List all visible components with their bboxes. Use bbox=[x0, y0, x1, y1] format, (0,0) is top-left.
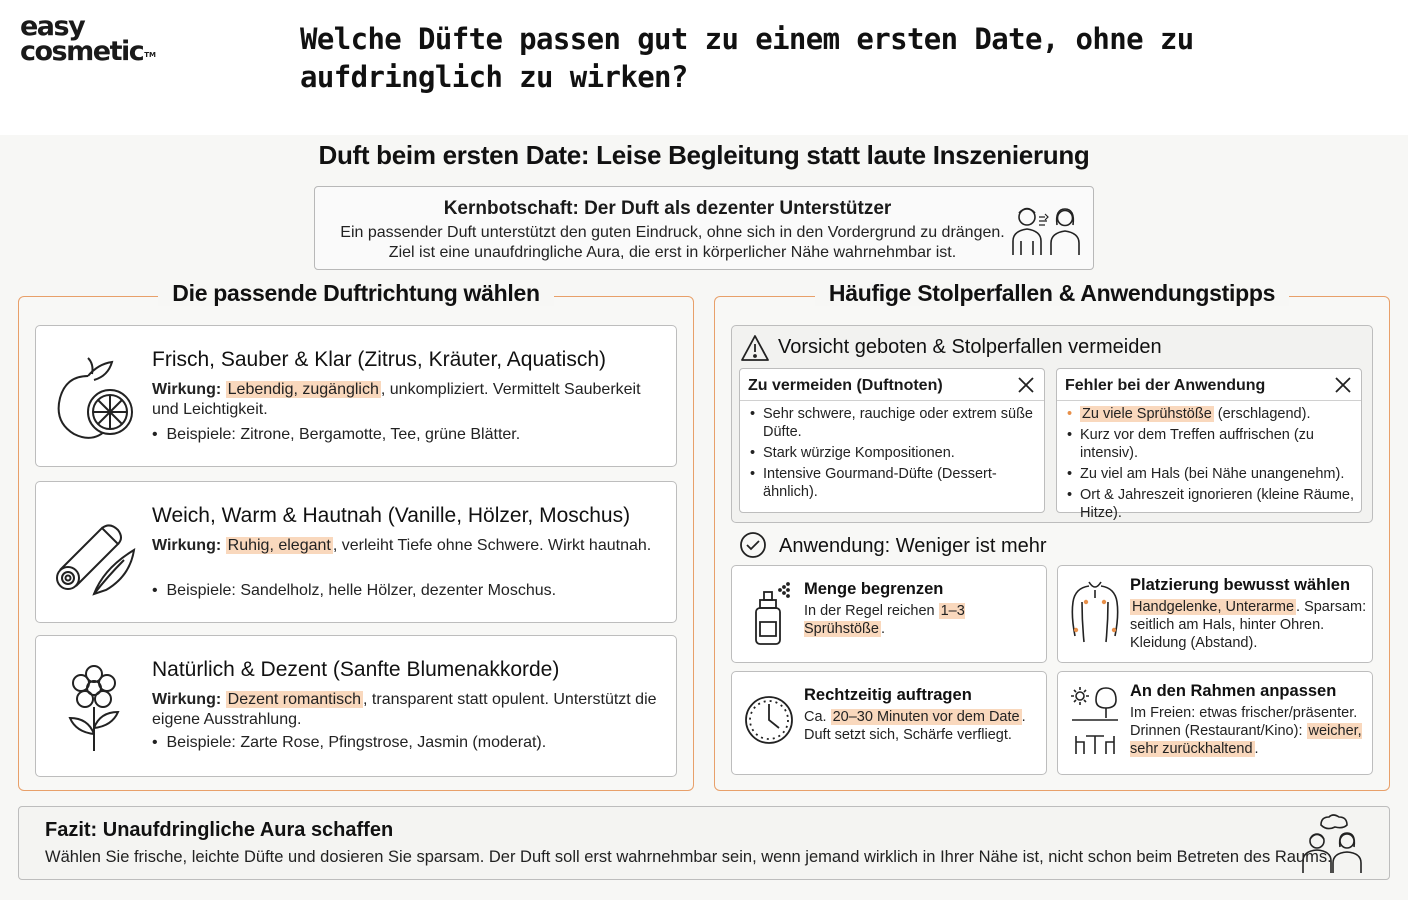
tip-text: Im Freien: etwas frischer/präsenter. Drinnen (Restaurant/Kino): bbox=[1130, 705, 1358, 739]
tip-text: In der Regel reichen bbox=[804, 603, 939, 619]
tip-highlight: weicher, sehr zurückhaltend bbox=[1130, 723, 1362, 757]
core-message-title: Kernbotschaft: Der Duft als dezenter Unterstützer bbox=[443, 198, 892, 219]
flower-icon bbox=[52, 662, 136, 752]
effect-text: , unkompliziert. Vermittelt Sauberkeit und Leichtigkeit. bbox=[152, 381, 641, 418]
conclusion-text: Wählen Sie frische, leichte Düfte und dosieren Sie sparsam. Der Duft soll erst wahrnehmbar sein, wenn jemand wirklich in Ihrer Nähe ist, nicht schon beim Betreten des Raums. bbox=[45, 848, 1332, 866]
list-item: • Stark würzige Kompositionen. bbox=[748, 444, 1044, 462]
tip-amount-text bbox=[804, 602, 1042, 638]
clock-icon bbox=[744, 692, 794, 748]
effect-text: , verleiht Tiefe ohne Schwere. Wirkt hautnah. bbox=[332, 537, 652, 554]
tip-card-timing bbox=[731, 671, 1047, 775]
wood-feather-icon bbox=[52, 508, 136, 598]
tip-highlight: 20–30 Minuten vor dem Date bbox=[832, 709, 1020, 725]
question-heading: Welche Düfte passen gut zu einem ersten Date, ohne zu aufdringlich zu wirken? bbox=[300, 22, 1194, 94]
scent-card-warm-title: Weich, Warm & Hautnah (Vanille, Hölzer, Moschus) bbox=[152, 504, 631, 527]
brand-line2: cosmetic bbox=[20, 36, 144, 67]
tip-highlight: Handgelenke, Unterarme bbox=[1132, 599, 1295, 615]
tip-text: . Sparsam: seitlich am Hals, hinter Ohren. Kleidung (Abstand). bbox=[1130, 599, 1367, 651]
effect-highlight: Ruhig, elegant bbox=[227, 537, 331, 554]
tip-card-placement bbox=[1057, 565, 1373, 663]
tip-text: . bbox=[1254, 741, 1259, 757]
list-item: • Kurz vor dem Treffen auffrischen (zu intensiv). bbox=[1065, 426, 1361, 462]
application-errors-list bbox=[1065, 405, 1361, 525]
list-item: • Intensive Gourmand-Düfte (Dessert-ähnlich). bbox=[748, 465, 1044, 501]
effect-label: Wirkung: bbox=[152, 537, 222, 554]
scent-card-fresh bbox=[35, 325, 677, 467]
couple-cloud-icon bbox=[1299, 813, 1365, 875]
spray-bottle-icon bbox=[744, 582, 794, 646]
core-message-text bbox=[325, 223, 1020, 263]
body-points-icon bbox=[1070, 580, 1120, 644]
pitfalls-panel bbox=[714, 280, 1390, 791]
scent-direction-title: Die passende Duftrichtung wählen bbox=[158, 280, 553, 306]
close-x-icon bbox=[1016, 375, 1036, 395]
tip-placement-title: Platzierung bewusst wählen bbox=[1130, 576, 1351, 594]
scent-card-warm bbox=[35, 481, 677, 623]
scent-card-floral-effect bbox=[152, 690, 662, 730]
avoid-notes-title: Zu vermeiden (Duftnoten) bbox=[748, 377, 943, 394]
list-item: • Zu viel am Hals (bei Nähe unangenehm). bbox=[1065, 465, 1361, 483]
conclusion-title: Fazit: Unaufdringliche Aura schaffen bbox=[45, 819, 394, 841]
examples-text: Beispiele: Zitrone, Bergamotte, Tee, grüne Blätter. bbox=[166, 426, 521, 443]
tip-amount-title: Menge begrenzen bbox=[804, 580, 944, 598]
couple-icon bbox=[1009, 203, 1083, 257]
brand-tm: TM bbox=[144, 51, 156, 59]
tip-card-amount bbox=[731, 565, 1047, 663]
scent-card-fresh-examples: • Beispiele: Zitrone, Bergamotte, Tee, grüne Blätter. bbox=[152, 426, 521, 443]
tip-text: . bbox=[880, 621, 885, 637]
citrus-icon bbox=[52, 352, 136, 442]
brand-logo bbox=[20, 11, 156, 67]
list-item: • Sehr schwere, rauchige oder extrem süße Düfte. bbox=[748, 405, 1044, 441]
conclusion-box bbox=[18, 806, 1390, 880]
list-item: • Ort & Jahreszeit ignorieren (kleine Räume, Hitze). bbox=[1065, 486, 1361, 522]
warning-title: Vorsicht geboten & Stolperfallen vermeiden bbox=[778, 336, 1162, 358]
tip-card-context bbox=[1057, 671, 1373, 775]
effect-highlight: Lebendig, zugänglich bbox=[227, 381, 379, 398]
tip-placement-text bbox=[1130, 598, 1368, 652]
tip-timing-title: Rechtzeitig auftragen bbox=[804, 686, 972, 704]
warning-section bbox=[731, 325, 1373, 523]
scent-card-floral-title: Natürlich & Dezent (Sanfte Blumenakkorde) bbox=[152, 658, 560, 681]
checkmark-circle-icon bbox=[739, 531, 767, 559]
tip-context-text bbox=[1130, 704, 1368, 758]
warning-triangle-icon bbox=[740, 334, 770, 362]
scent-card-warm-examples: • Beispiele: Sandelholz, helle Hölzer, dezenter Moschus. bbox=[152, 582, 557, 599]
scent-card-floral bbox=[35, 635, 677, 777]
core-message-line2: Ziel ist eine unaufdringliche Aura, die erst in körperlicher Nähe wahrnehmbar ist. bbox=[388, 244, 957, 261]
avoid-notes-list bbox=[748, 405, 1044, 504]
application-errors-title: Fehler bei der Anwendung bbox=[1065, 377, 1266, 394]
core-message-line1: Ein passender Duft unterstützt den guten Eindruck, ohne sich in den Vordergrund zu drängen. bbox=[340, 224, 1005, 241]
usage-title: Anwendung: Weniger ist mehr bbox=[779, 535, 1047, 557]
effect-highlight: Dezent romantisch bbox=[227, 691, 362, 708]
error-text: (erschlagend). bbox=[1213, 406, 1311, 422]
tip-highlight: 1–3 Sprühstöße bbox=[804, 603, 965, 637]
effect-label: Wirkung: bbox=[152, 691, 222, 708]
tip-timing-text bbox=[804, 708, 1042, 744]
avoid-notes-box bbox=[739, 368, 1045, 513]
application-errors-box bbox=[1056, 368, 1362, 521]
scent-direction-panel bbox=[18, 280, 694, 791]
tip-context-title: An den Rahmen anpassen bbox=[1130, 682, 1337, 700]
close-x-icon bbox=[1333, 375, 1353, 395]
pitfalls-title: Häufige Stolperfallen & Anwendungstipps bbox=[815, 280, 1289, 306]
scent-card-warm-effect bbox=[152, 536, 662, 556]
scent-card-fresh-title: Frisch, Sauber & Klar (Zitrus, Kräuter, Aquatisch) bbox=[152, 348, 607, 371]
brand-line1: easy bbox=[20, 11, 85, 42]
scent-card-floral-examples: • Beispiele: Zarte Rose, Pfingstrose, Jasmin (moderat). bbox=[152, 734, 547, 751]
error-highlight: Zu viele Sprühstöße bbox=[1082, 406, 1212, 422]
tip-text: . Duft setzt sich, Schärfe verfliegt. bbox=[804, 709, 1026, 743]
scent-card-fresh-effect bbox=[152, 380, 662, 420]
list-item bbox=[1065, 405, 1361, 423]
core-message-box bbox=[314, 186, 1094, 270]
infographic-title: Duft beim ersten Date: Leise Begleitung statt laute Inszenierung bbox=[318, 140, 1090, 170]
tip-text: Ca. bbox=[804, 709, 831, 725]
effect-text: , transparent statt opulent. Unterstützt die eigene Ausstrahlung. bbox=[152, 691, 657, 728]
examples-text: Beispiele: Sandelholz, helle Hölzer, dezenter Moschus. bbox=[166, 582, 557, 599]
effect-label: Wirkung: bbox=[152, 381, 222, 398]
examples-text: Beispiele: Zarte Rose, Pfingstrose, Jasmin (moderat). bbox=[166, 734, 547, 751]
outdoor-indoor-icon bbox=[1070, 684, 1120, 756]
